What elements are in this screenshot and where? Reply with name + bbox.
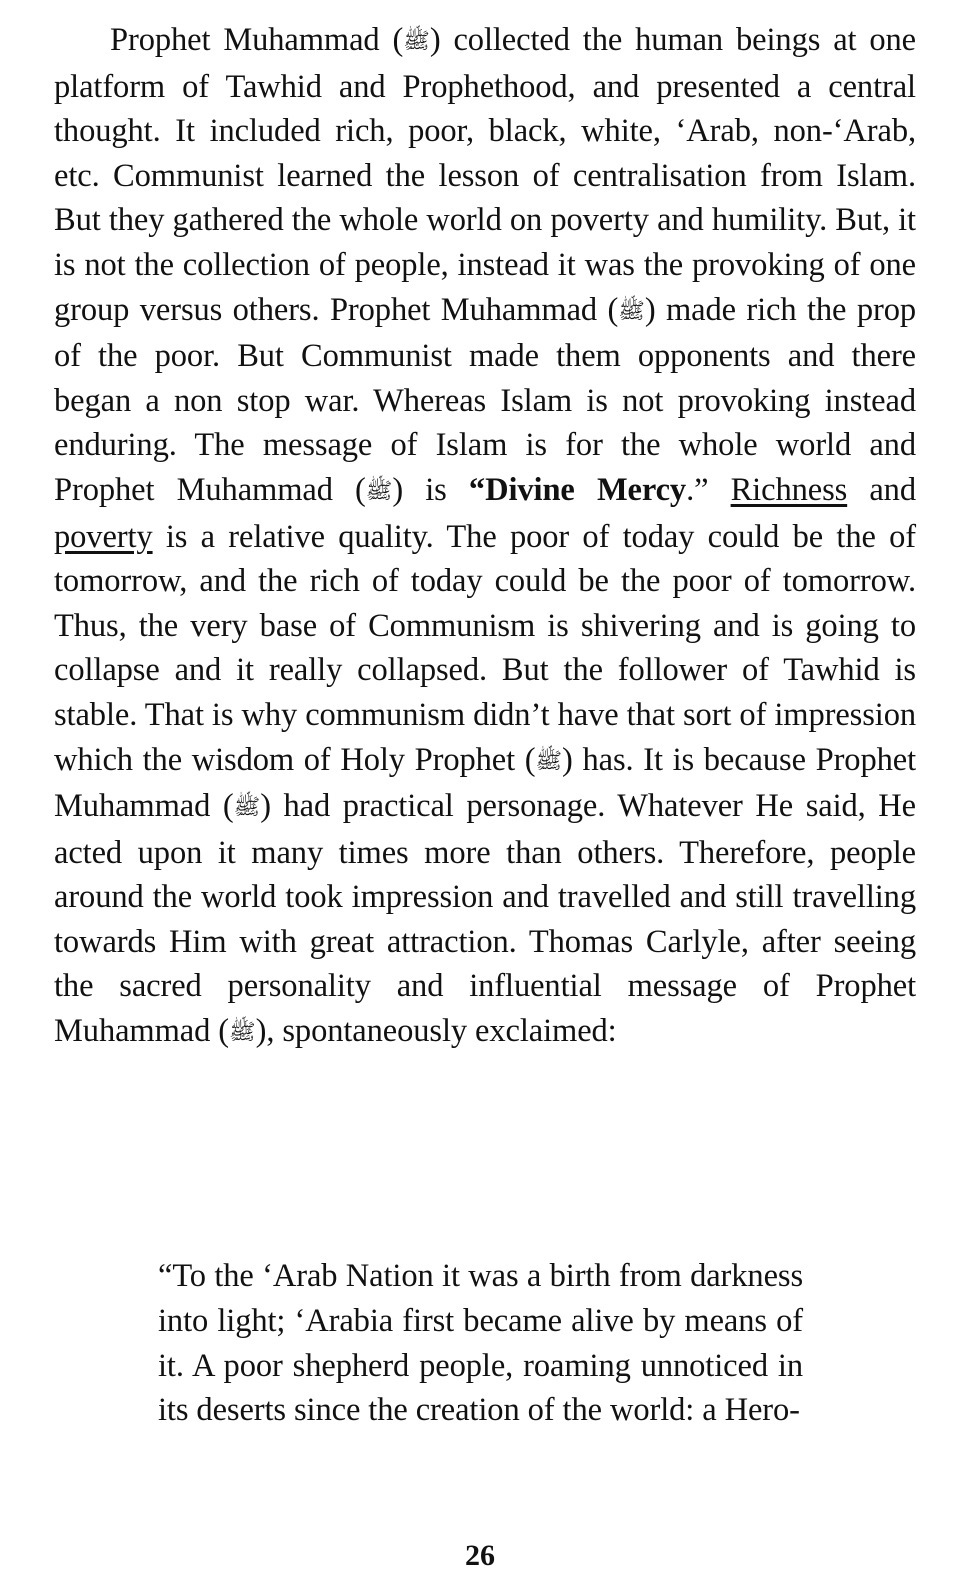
text-run: Prophet Muhammad ( xyxy=(110,22,404,58)
text-run: ) is xyxy=(392,471,469,508)
richness-underlined: Richness xyxy=(730,471,848,508)
text-run: ) collected the human beings at one platform of Tawhid and Prophethood, and presented a central thought. It included rich, poor, black, white, ‘Arab, non-‘Arab, etc. Communist learned the lesson of centralisation from Islam. But they gathered the whole world on poverty and humility. But, it is not the collection of people, instead it was the provoking of one group versus others. Prophet Muhammad ( xyxy=(54,22,916,328)
text-run: ) had practical personage. Whatever He said, He acted upon it many times more than others. Therefore, people around the world took impression and travelled and still travelling towards Him with great attraction. Thomas Carlyle, after seeing the sacred personality and influential message of Prophet Muhammad ( xyxy=(54,788,916,1050)
divine-mercy-emphasis: “Divine Mercy xyxy=(468,471,687,508)
salutation-seal-icon: ﷺ xyxy=(535,748,563,774)
salutation-seal-icon: ﷺ xyxy=(233,795,261,821)
text-run: ) made rich the prop of the poor. But Communist made them opponents and there began a non stop war. Whereas Islam is not provoking instead enduring. The message of Islam is for the whole world and Prophet Muhammad ( xyxy=(54,291,917,508)
main-paragraph xyxy=(54,18,916,1056)
page-number: 26 xyxy=(465,1539,495,1572)
carlyle-quote: “To the ‘Arab Nation it was a birth from darkness into light; ‘Arabia first became alive by means of it. A poor shepherd people, roaming unnoticed in its deserts since the creation of the world: a Hero- xyxy=(158,1258,803,1429)
poverty-underlined: poverty xyxy=(54,518,153,555)
salutation-seal-icon: ﷺ xyxy=(403,29,430,54)
text-run: .” xyxy=(686,471,731,508)
text-run: ), spontaneously exclaimed: xyxy=(255,1013,617,1050)
salutation-seal-icon: ﷺ xyxy=(365,478,393,504)
text-run: ) has. It is because Prophet Muhammad ( xyxy=(54,741,917,825)
salutation-seal-icon: ﷺ xyxy=(229,1020,256,1046)
text-run: and xyxy=(847,471,916,508)
salutation-seal-icon: ﷺ xyxy=(618,298,645,324)
text-run: is a relative quality. The poor of today could be the of tomorrow, and the rich of today could be the poor of tomorrow. Thus, the very base of Communism is shivering and is going to collapse and it really collapsed. But the follower of Tawhid is stable. That is why communism didn’t have that sort of impression which the wisdom of Holy Prophet ( xyxy=(54,518,916,778)
